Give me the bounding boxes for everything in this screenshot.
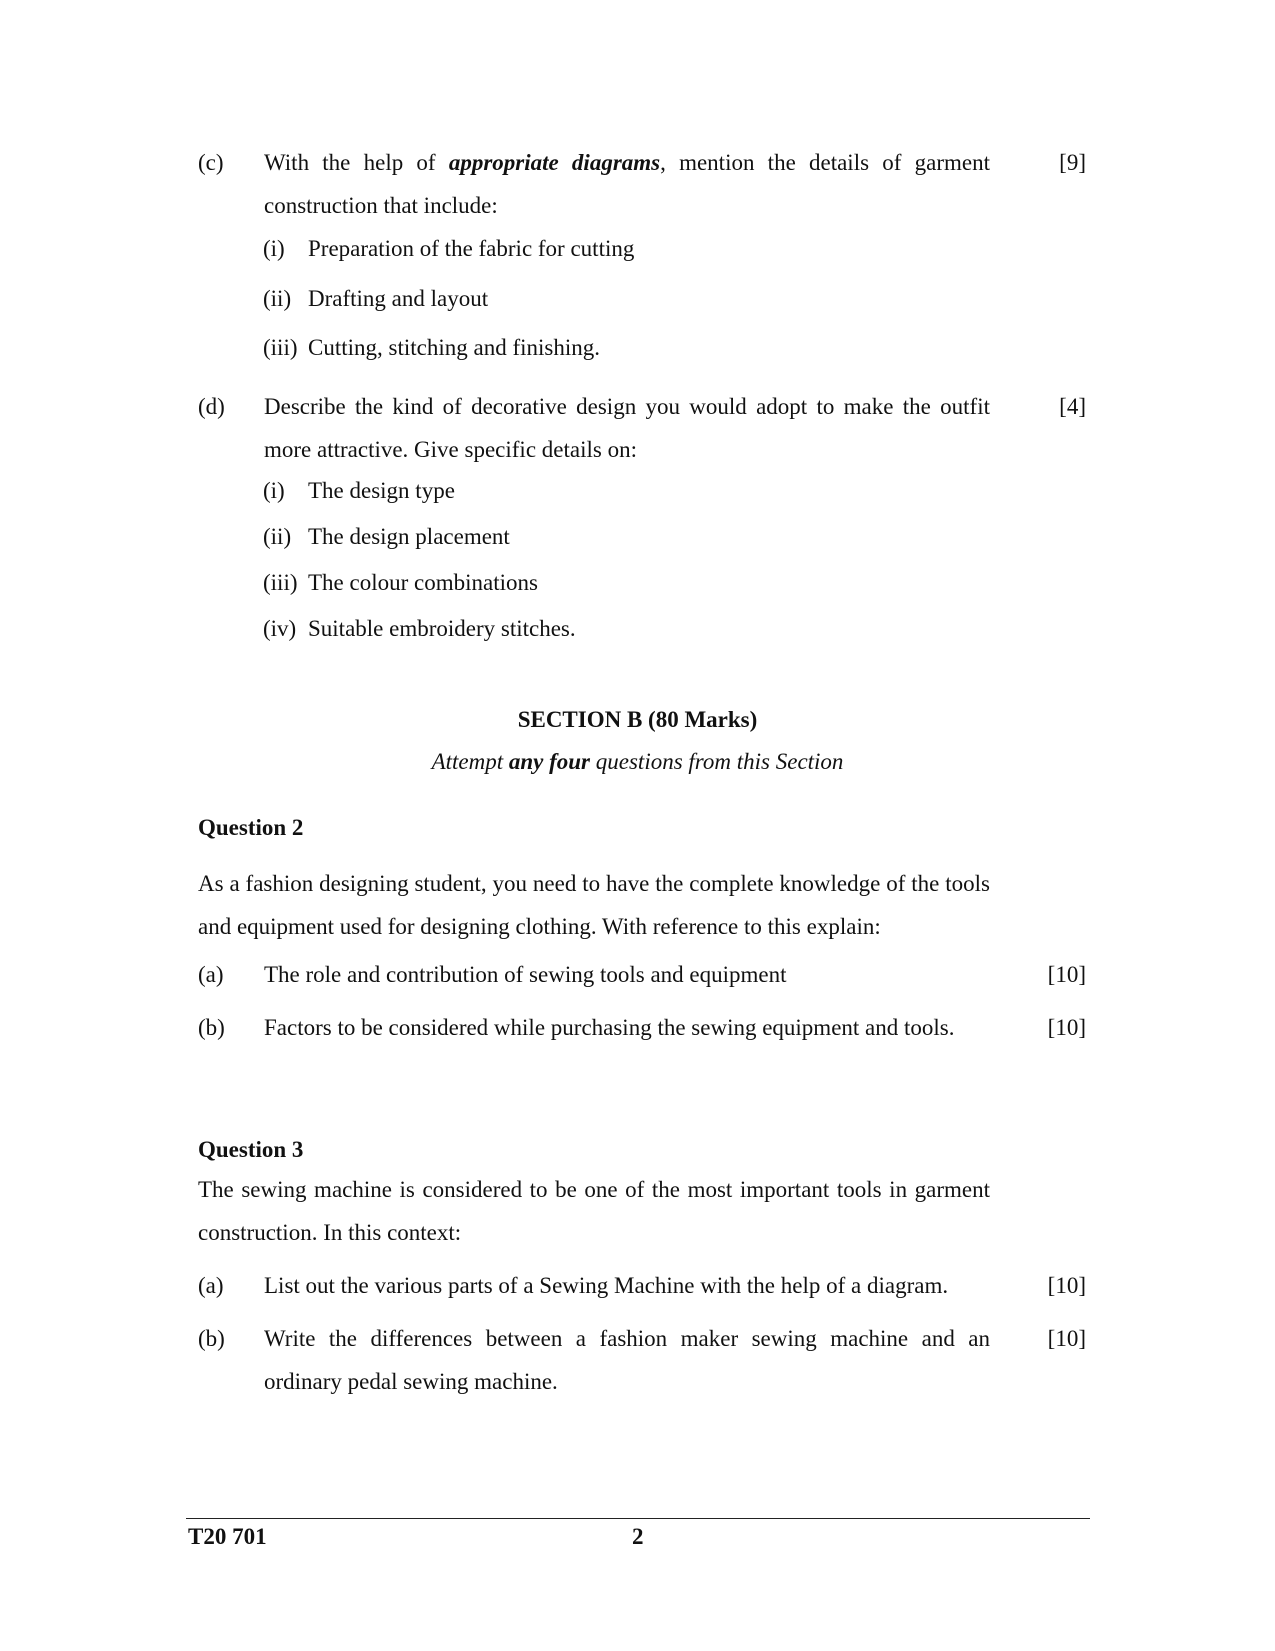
question-label: (a) bbox=[198, 1273, 224, 1298]
marks: [10] bbox=[1047, 962, 1086, 987]
question-text: The role and contribution of sewing tools and equipment bbox=[264, 962, 787, 987]
question-1c-row bbox=[198, 141, 1086, 227]
question-text: List out the various parts of a Sewing Machine with the help of a diagram. bbox=[264, 1273, 949, 1298]
footer-divider bbox=[186, 1518, 1090, 1519]
question-1d bbox=[198, 385, 1086, 644]
section-instructions: Attempt any four questions from this Section bbox=[431, 749, 844, 774]
question-label: (d) bbox=[198, 394, 225, 419]
question-3a bbox=[198, 1264, 1086, 1307]
question-3b bbox=[198, 1317, 1086, 1403]
sub-item: (ii) Drafting and layout bbox=[263, 286, 489, 311]
question-label: (b) bbox=[198, 1326, 225, 1351]
marks: [9] bbox=[1059, 150, 1086, 175]
question-label: (b) bbox=[198, 1015, 225, 1040]
question-1c bbox=[198, 141, 1086, 363]
question-text: With the help of appropriate diagrams, mention the details of garment construction that include: bbox=[264, 150, 990, 218]
question-label: (a) bbox=[198, 962, 224, 987]
emphasis-text: appropriate diagrams bbox=[448, 150, 661, 175]
sub-item: (ii) The design placement bbox=[263, 524, 510, 549]
sub-item: (i) The design type bbox=[263, 478, 455, 503]
paper-code: T20 701 bbox=[188, 1524, 267, 1549]
sub-item: (iii) Cutting, stitching and finishing. bbox=[263, 335, 600, 360]
sub-item: (iv) Suitable embroidery stitches. bbox=[263, 616, 576, 641]
sub-item: (i) Preparation of the fabric for cutting bbox=[263, 236, 635, 261]
section-title: SECTION B (80 Marks) bbox=[517, 707, 758, 732]
question-2-intro: As a fashion designing student, you need to have the complete knowledge of the tools and equipment used for designing clothing. With reference to this explain: bbox=[198, 871, 990, 939]
sub-item: (iii) The colour combinations bbox=[263, 570, 538, 595]
question-2a bbox=[198, 953, 1086, 996]
marks: [10] bbox=[1047, 1326, 1086, 1351]
question-3-intro: The sewing machine is considered to be one of the most important tools in garment construction. In this context: bbox=[198, 1177, 990, 1245]
marks: [10] bbox=[1047, 1273, 1086, 1298]
question-text: Write the differences between a fashion maker sewing machine and an ordinary pedal sewing machine. bbox=[264, 1326, 990, 1394]
question-text: Describe the kind of decorative design you would adopt to make the outfit more attractive. Give specific details on: bbox=[264, 394, 990, 462]
question-text: Factors to be considered while purchasing the sewing equipment and tools. bbox=[264, 1015, 955, 1040]
marks: [10] bbox=[1047, 1015, 1086, 1040]
question-label: (c) bbox=[198, 150, 224, 175]
marks: [4] bbox=[1059, 394, 1086, 419]
question-3-heading: Question 3 bbox=[198, 1137, 304, 1162]
question-1d-row bbox=[198, 385, 1086, 471]
emphasis-text: any four bbox=[508, 749, 591, 774]
question-2-heading: Question 2 bbox=[198, 815, 304, 840]
page-number: 2 bbox=[632, 1524, 644, 1549]
question-2b bbox=[198, 1006, 1086, 1049]
